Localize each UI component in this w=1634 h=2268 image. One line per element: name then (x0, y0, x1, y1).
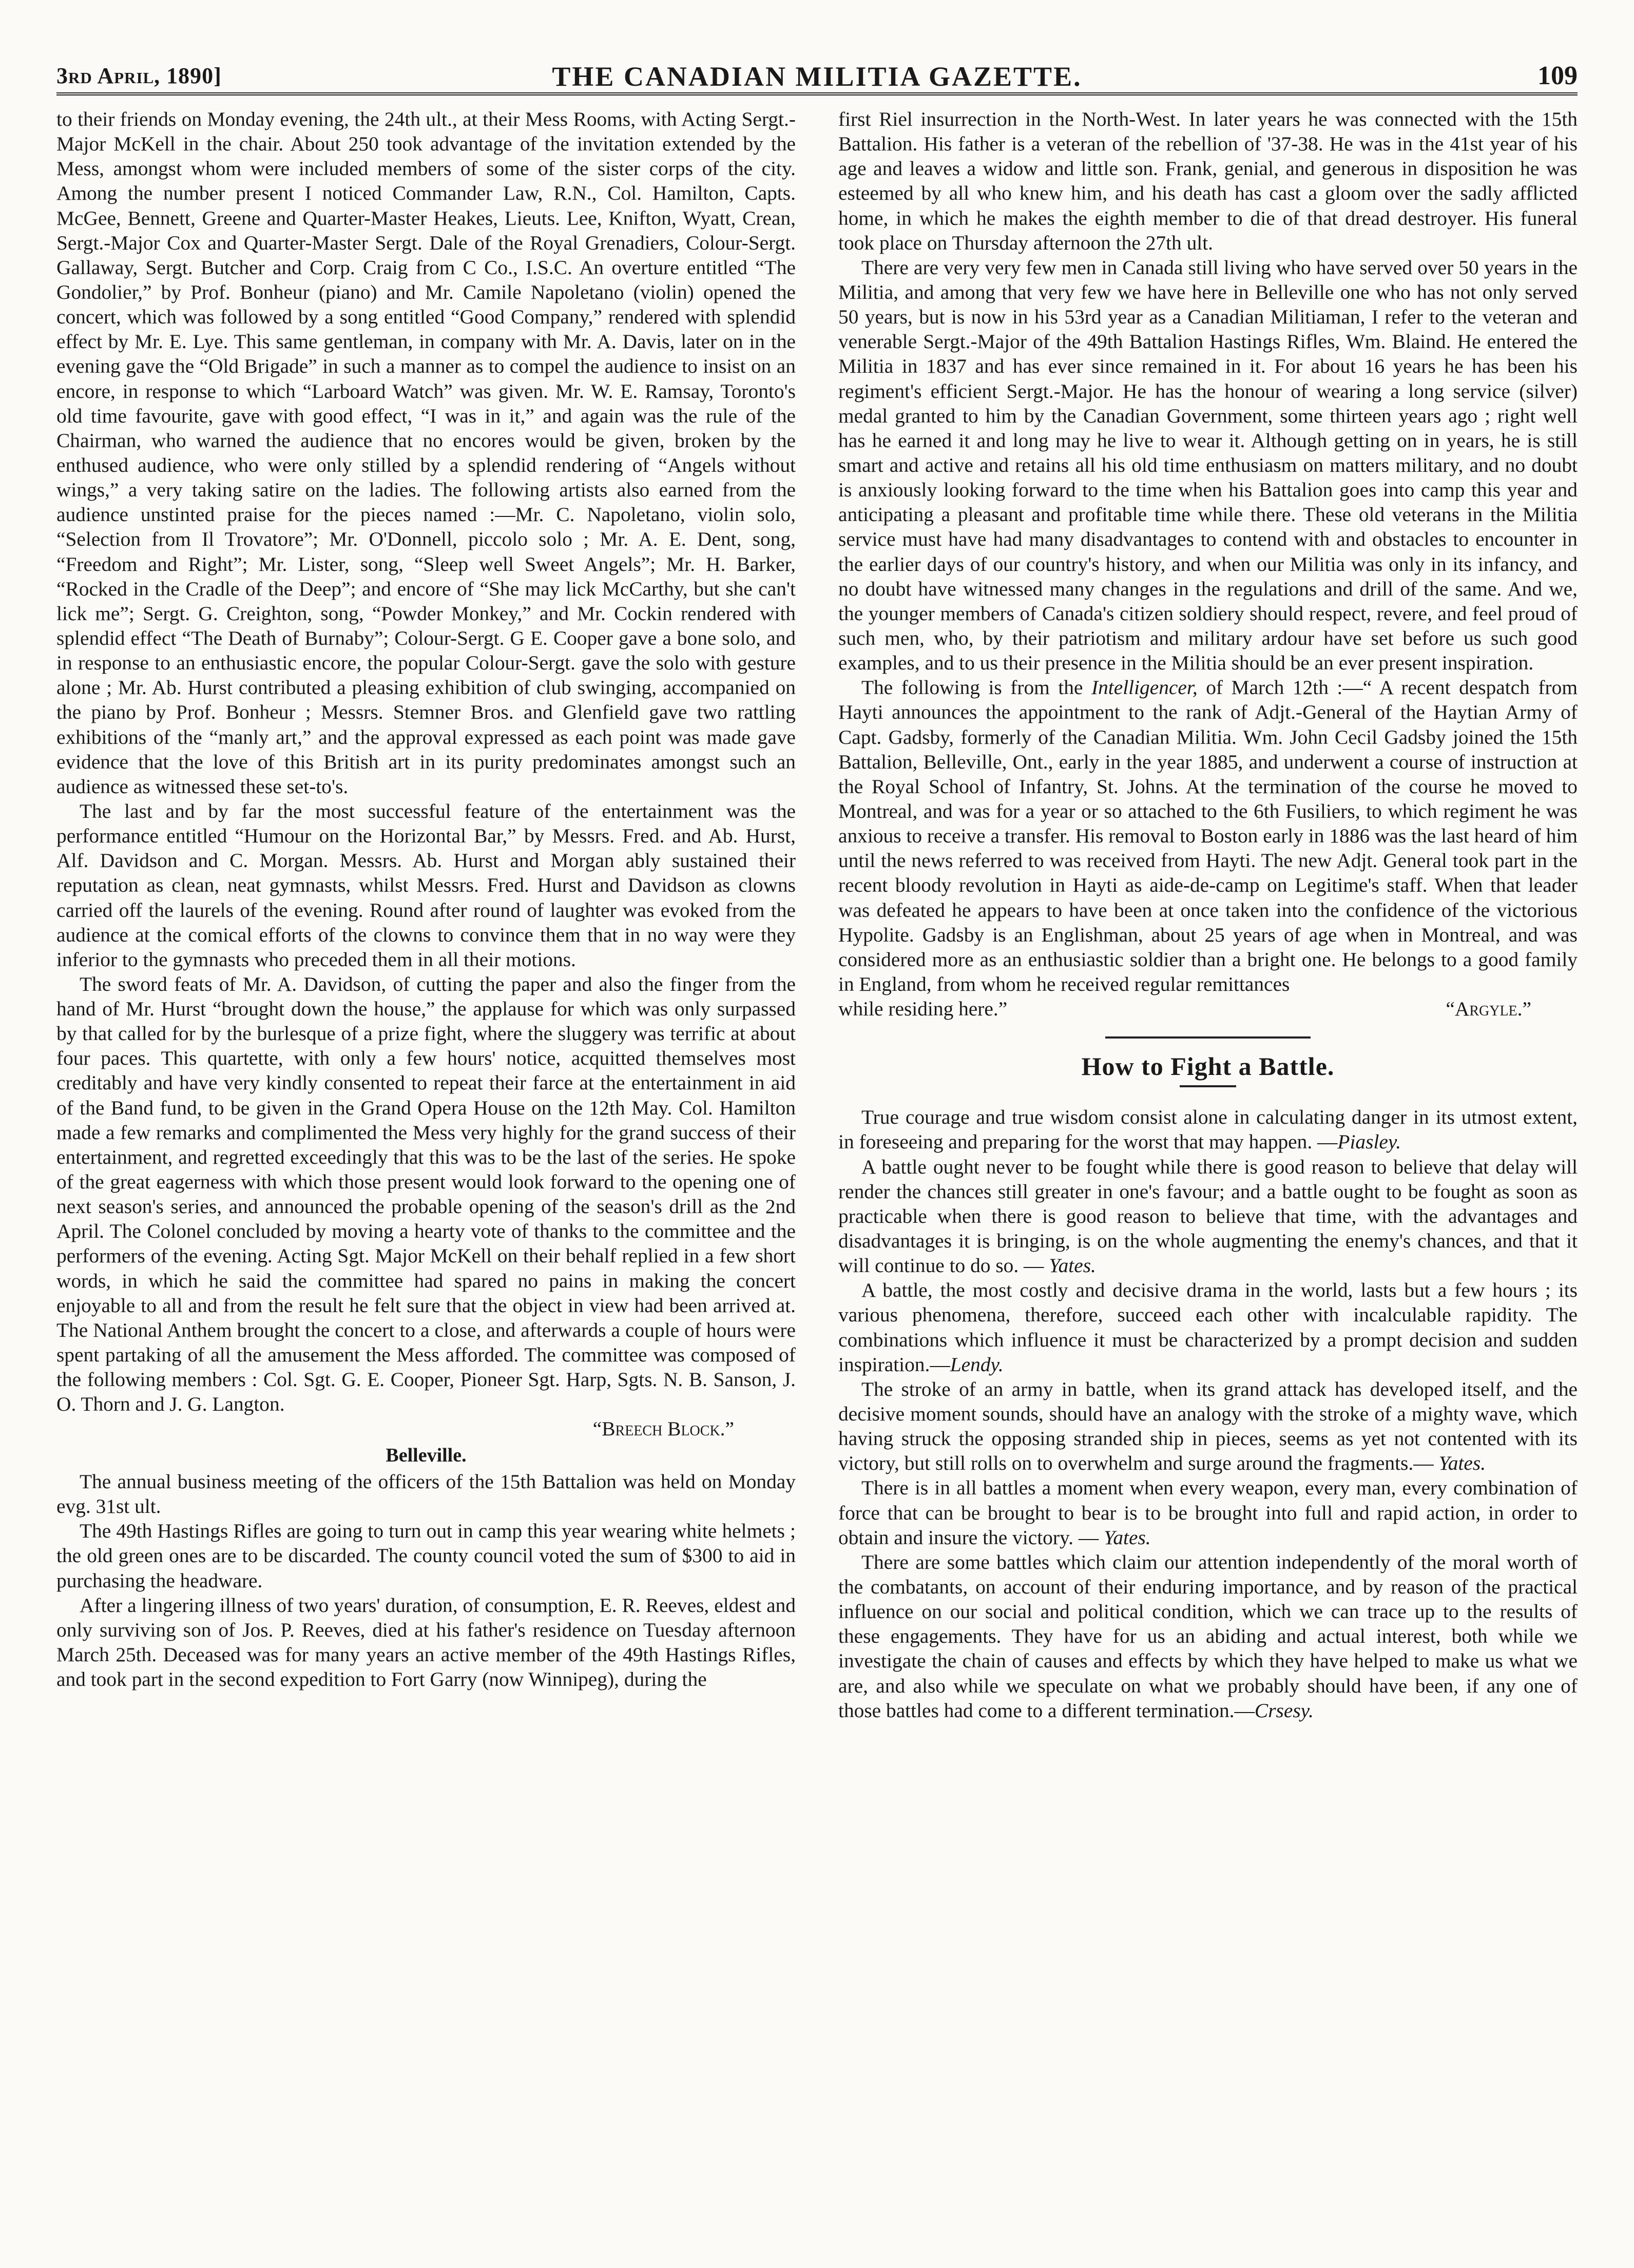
sword-feats-paragraph: The sword feats of Mr. A. Davidson, of cutting the paper and also the finger from the hand of Mr. Hurst “brought down the house,” the applause for which was only surpassed by that called for by the burlesque of a prize fight, where the sluggery was terrific at about four paces. This quartette, with only a few hours' notice, acquitted themselves most creditably and have very kindly consented to repeat their farce at the entertainment in aid of the Band fund, to be given in the Grand Opera House on the 12th May. Col. Hamilton made a few remarks and complimented the Mess very highly for the grand success of their entertainment, and regretted exceedingly that this was to be the last of the series. He spoke of the great eagerness with which those present would look forward to the opening one of next season's series, and announced the probable opening of the season's drill as the 2nd April. The Colonel concluded by moving a hearty vote of thanks to the committee and the performers of the evening. Acting Sgt. Major McKell on their behalf replied in a few short words, in which he said the committee had spared no pains in making the concert enjoyable to all and from the result he felt sure that the object in view had been arrived at. The National Anthem brought the concert to a close, and afterwards a couple of hours were spent partaking of all the amusement the Mess afforded. The committee was composed of the following members : Col. Sgt. G. E. Cooper, Pioneer Sgt. Harp, Sgts. N. B. Sanson, J. O. Thorn and J. G. Langton. (56, 972, 796, 1416)
gadsby-lead: The following is from the (861, 676, 1083, 699)
section-divider (1105, 1036, 1311, 1039)
battle-quote: A battle ought never to be fought while there is good reason to believe that delay will render the chances still greater in one's favour; and a battle ought to be fought as soon as practicable when there is good reason to believe that time, with the advantages and disadvantages it is bringing, is on the whole augmenting the enemy's chances, and that it will continue to do so. — Yates. (838, 1155, 1578, 1277)
gadsby-closing-row (838, 996, 1578, 1021)
gadsby-closing: while residing here.” (838, 997, 1008, 1021)
masthead-title: THE CANADIAN MILITIA GAZETTE. (552, 61, 1082, 92)
gadsby-paragraph (838, 675, 1578, 996)
quote-citation: Yates. (1049, 1254, 1096, 1277)
page-number: 109 (1537, 61, 1578, 90)
title-underline (1180, 1085, 1236, 1087)
battle-quote: True courage and true wisdom consist alone in calculating danger in its utmost extent, in foreseeing and preparing for the worst that may happen. —Piasley. (838, 1106, 1578, 1154)
page-header (56, 36, 1578, 95)
quote-citation: Piasley. (1337, 1130, 1401, 1154)
battle-quote: The stroke of an army in battle, when its grand attack has developed itself, and the decisive moment sounds, should have an analogy with the stroke of a mighty wave, which having struck the opposing stranded ship in pieces, seems as yet not contented with its victory, but still rolls on to overwhelm and surge around the fragments.— Yates. (838, 1377, 1578, 1475)
right-column (838, 107, 1578, 1723)
belleville-subhead: Belleville. (386, 1444, 467, 1466)
quote-citation: Yates. (1104, 1526, 1151, 1549)
left-column (56, 107, 796, 1723)
byline-breech-block: “Breech Block.” (592, 1417, 734, 1440)
veteran-blaind-paragraph: There are very very few men in Canada still living who have served over 50 years in the Militia, and among that very few we have here in Belleville one who has not only served 50 years, but is now in his 53rd year as a Canadian Militiaman, I refer to the veteran and venerable Sergt.-Major of the 49th Battalion Hastings Rifles, Wm. Blaind. He entered the Militia in 1837 and has ever since remained in it. For about 16 years he has been his regiment's efficient Sergt.-Major. He has the honour of wearing a long service (silver) medal granted to him by the Canadian Government, some thirteen years ago ; right well has he earned it and long may he live to wear it. Although getting on in years, he is still smart and active and retains all his old time enthusiasm on matters military, and no doubt is anxiously looking forward to the time when his Battalion goes into camp this year and anticipating a pleasant and profitable time while there. These old veterans in the Militia service must have had many disadvantages to contend with and obstacles to encounter in the earlier days of our country's history, and when our Militia was only in its infancy, and no doubt have witnessed many changes in the regulations and drill of the same. And we, the younger members of Canada's citizen soldiery should respect, revere, and feel proud of such men, who, by their patriotism and military ardour have set before us such good examples, and to us their presence in the Militia should be an ever present inspiration. (838, 256, 1578, 675)
gadsby-body: of March 12th :—“ A recent despatch from Hayti announces the appointment to the rank of Adjt.-General of the Haytian Army of Capt. Gadsby, formerly of the Canadian Militia. Wm. John Cecil Gadsby joined the 15th Battalion, Belleville, Ont., early in the year 1885, and underwent a course of instruction at the Royal School of Infantry, St. Johns. At the termination of the course he moved to Montreal, and was for a year or so attached to the 6th Fusiliers, to which regiment he was anxious to receive a transfer. His removal to Boston early in 1886 was the last heard of him until the news referred to was received from Hayti. The new Adjt. General took part in the recent bloody revolution in Hayti as aide-de-camp on Legitime's staff. When that leader was defeated he appears to have been at once taken into the confidence of the victorious Hypolite. Gadsby is an Englishman, about 25 years of age when in Montreal, and was considered more as an enthusiastic soldier than a bright one. He belongs to a good family in England, from whom he received regular remittances (838, 676, 1578, 995)
battle-quote: There are some battles which claim our attention independently of the moral worth of the combatants, on account of their enduring importance, and by reason of the practical influence on our social and political condition, which we can trace up to the results of these engagements. They have for us an abiding and actual interest, both while we investigate the chain of causes and effects by which they have helped to make us what we are, and also while we speculate on what we probably should have been, if any one of those battles had come to a different termination.—Crsesy. (838, 1550, 1578, 1722)
reeves-continued-paragraph: first Riel insurrection in the North-West. In later years he was connected with the 15th Battalion. His father is a veteran of the rebellion of '37-38. He was in the 41st year of his age and leaves a widow and little son. Frank, genial, and generous in disposition he was esteemed by all who knew him, and his death has cast a gloom over the sadly afflicted home, in which he makes the eighth member to die of that dread destroyer. His funeral took place on Thursday afternoon the 27th ult. (838, 108, 1578, 254)
battle-quote: A battle, the most costly and decisive drama in the world, lasts but a few hours ; its various phenomena, therefore, succeed each other with incalculable rapidity. The combinations which influence it must be characterized by a prompt decision and sudden inspiration.—Lendy. (838, 1279, 1578, 1376)
battle-quote: There is in all battles a moment when every weapon, every man, every combination of force that can be brought to bear is to be brought into full and rapid action, in order to obtain and insure the victory. — Yates. (838, 1476, 1578, 1549)
quote-citation: Lendy. (950, 1353, 1004, 1376)
source-intelligencer: Intelligencer, (1091, 676, 1198, 699)
quote-citation: Yates. (1438, 1452, 1486, 1475)
quote-citation: Crsesy. (1254, 1699, 1314, 1722)
concert-report-paragraph: to their friends on Monday evening, the 24th ult., at their Mess Rooms, with Acting Sergt.-Major McKell in the chair. About 250 took advantage of the invitation extended by the Mess, amongst whom were included members of some of the sister corps of the city. Among the number present I noticed Commander Law, R.N., Col. Hamilton, Capts. McGee, Bennett, Greene and Quarter-Master Heakes, Lieuts. Lee, Knifton, Wyatt, Crean, Sergt.-Major Cox and Quarter-Master Sergt. Dale of the Royal Grenadiers, Colour-Sergt. Gallaway, Sergt. Butcher and Corp. Craig from C Co., I.S.C. An overture entitled “The Gondolier,” by Prof. Bonheur (piano) and Mr. Camile Napoletano (violin) opened the concert, which was followed by a song entitled “Good Company,” rendered with splendid effect by Mr. E. Lye. This same gentleman, in company with Mr. A. Davis, later on in the evening gave the “Old Brigade” in such a manner as to compel the audience to insist on an encore, in response to which “Larboard Watch” was given. Mr. W. E. Ramsay, Toronto's old time favourite, gave with good effect, “I was in it,” and again was the rule of the Chairman, who warned the audience that no encores would be given, broken by the enthused audience, who were only stilled by a splendid rendering of “Angels without wings,” a very taking satire on the ladies. The following artists also earned from the audience unstinted praise for the pieces named :—Mr. C. Napoletano, violin solo, “Selection from Il Trovatore”; Mr. O'Donnell, piccolo solo ; Mr. A. E. Dent, song, “Freedom and Right”; Mr. Lister, song, “Sleep well Sweet Angels”; Mr. H. Barker, “Rocked in the Cradle of the Deep”; and encore of “She may lick McCarthy, but she can't lick me”; Sergt. G. Creighton, song, “Powder Monkey,” and Mr. Cockin rendered with splendid effect “The Death of Burnaby”; Colour-Sergt. G E. Cooper gave a bone solo, and in response to an enthusiastic encore, the popular Colour-Sergt. gave the solo with gesture alone ; Mr. Ab. Hurst contributed a pleasing exhibition of club swinging, accompanied on the piano by Prof. Bonheur ; Messrs. Stemner Bros. and Glenfield gave two rattling exhibitions of the “manly art,” and the approval expressed as each point was made gave evidence that the love of this British art in its purity predominates amongst such an audience as witnessed these set-to's. (56, 108, 796, 798)
hastings-rifles-paragraph: The 49th Hastings Rifles are going to turn out in camp this year wearing white helmets ; the old green ones are to be discarded. The county council voted the sum of $300 to aid in purchasing the headware. (56, 1520, 796, 1592)
horizontal-bar-paragraph: The last and by far the most successful feature of the entertainment was the performance entitled “Humour on the Horizontal Bar,” by Messrs. Fred. and Ab. Hurst, Alf. Davidson and C. Morgan. Messrs. Ab. Hurst and Morgan ably sustained their reputation as clean, neat gymnasts, whilst Messrs. Fred. Hurst and Davidson as clowns carried off the laurels of the evening. Round after round of laughter was evoked from the audience at the comical efforts of the clowns to convince them that in no way were they inferior to the gymnasts who preceded them in all their motions. (56, 799, 796, 971)
annual-meeting-paragraph: The annual business meeting of the officers of the 15th Battalion was held on Monday evg. 31st ult. (56, 1470, 796, 1518)
issue-date: 3rd April, 1890] (56, 63, 222, 88)
byline-argyle: “Argyle.” (1446, 997, 1531, 1021)
reeves-obituary-paragraph: After a lingering illness of two years' duration, of consumption, E. R. Reeves, eldest and only surviving son of Jos. P. Reeves, died at his father's residence on Tuesday afternoon March 25th. Deceased was for many years an active member of the 49th Hastings Rifles, and took part in the second expedition to Fort Garry (now Winnipeg), during the (56, 1593, 796, 1691)
article-columns (56, 107, 1578, 1723)
section-title: How to Fight a Battle. (1081, 1052, 1335, 1081)
